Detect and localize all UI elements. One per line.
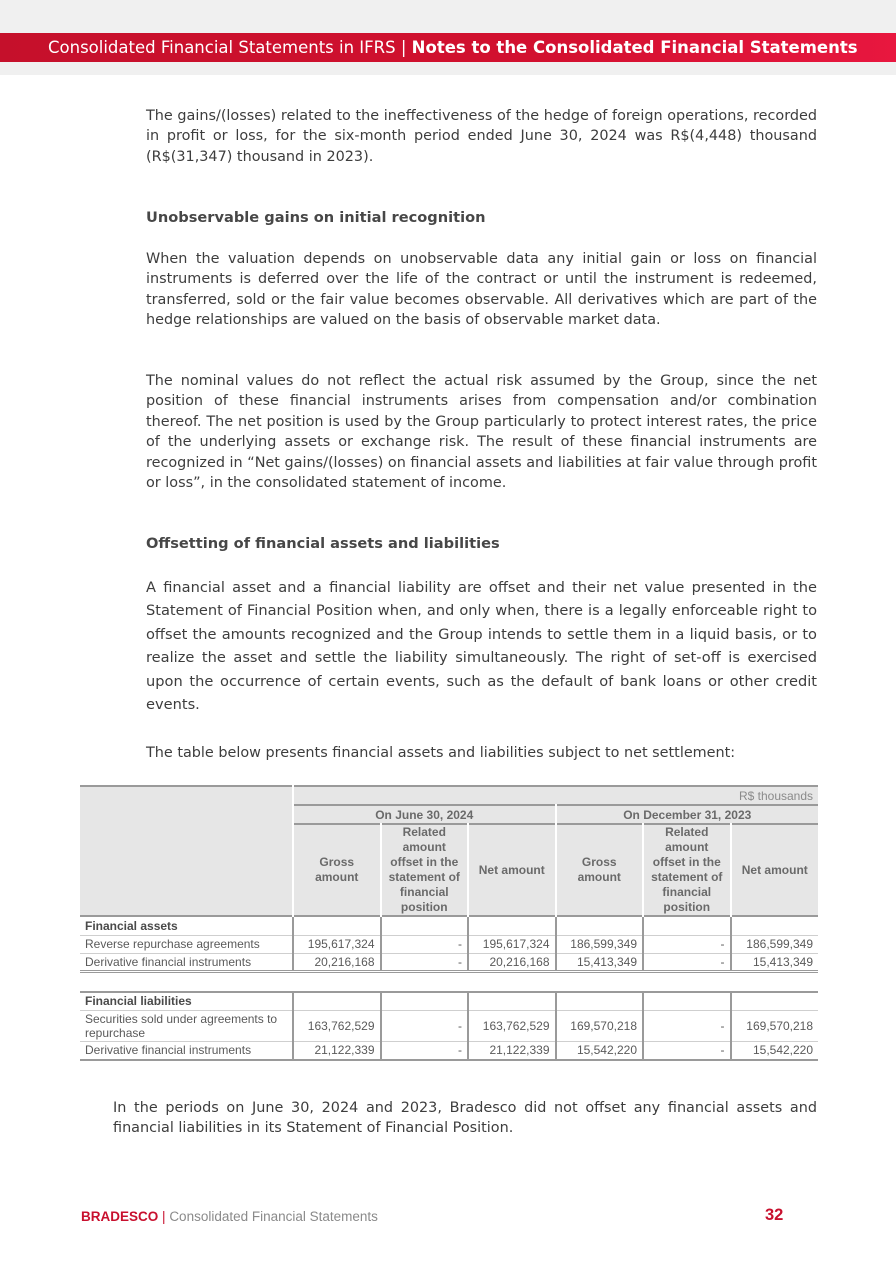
empty-cell (293, 916, 381, 935)
empty-cell (468, 916, 556, 935)
header-left-text: Consolidated Financial Statements in IFRS (48, 38, 396, 57)
section-gap (80, 973, 818, 992)
empty-cell (643, 992, 731, 1011)
row-label: Derivative financial instruments (80, 953, 293, 971)
table-row (80, 1011, 818, 1042)
row-label: Reverse repurchase agreements (80, 935, 293, 953)
section-title-financial-assets: Financial assets (80, 916, 293, 935)
row-label: Derivative financial instruments (80, 1042, 293, 1060)
empty-cell (556, 916, 644, 935)
empty-cell (381, 992, 469, 1011)
table-row (80, 935, 818, 953)
paragraph-table-intro: The table below presents financial assets and liabilities subject to net settlement: (146, 745, 736, 761)
column-header: Gross amount (293, 824, 381, 916)
heading-unobservable-gains: Unobservable gains on initial recognition (146, 209, 486, 226)
empty-cell (731, 916, 819, 935)
cell-value: 169,570,218 (731, 1011, 819, 1042)
column-header: Net amount (731, 824, 819, 916)
cell-value: 15,413,349 (556, 953, 644, 971)
period-header-2024: On June 30, 2024 (293, 805, 556, 824)
empty-cell (556, 992, 644, 1011)
cell-value: - (643, 1011, 731, 1042)
paragraph-closing: In the periods on June 30, 2024 and 2023, Bradesco did not offset any financial assets and financial liabilities in its Statement of Financial Position. (113, 1100, 817, 1137)
column-header: Related amount offset in the statement of financial position (643, 824, 731, 916)
page-header-title (48, 33, 858, 62)
cell-value: 195,617,324 (293, 935, 381, 953)
page-number: 32 (765, 1206, 784, 1224)
paragraph-offsetting-body: A financial asset and a financial liability are offset and their net value presented in the Statement of Financial Position when, and only when, there is a legally enforceable right to offset the amounts recognized and the Group intends to settle them in a liquid basis, or to realize the asset and settle the liability simultaneously. The right of set-off is exercised upon the occurrence of certain events, such as the default of bank loans or other credit events. (146, 579, 817, 714)
cell-value: - (381, 1042, 469, 1060)
cell-value: - (643, 1042, 731, 1060)
footer-text: Consolidated Financial Statements (169, 1209, 378, 1224)
cell-value: - (381, 953, 469, 971)
cell-value: 21,122,339 (468, 1042, 556, 1060)
cell-value: 169,570,218 (556, 1011, 644, 1042)
cell-value: 186,599,349 (731, 935, 819, 953)
table-row (80, 1042, 818, 1060)
paragraph-hedge-ineffectiveness: The gains/(losses) related to the ineffectiveness of the hedge of foreign operations, recorded in profit or loss, for the six-month period ended June 30, 2024 was R$(4,448) thousand (R$(31,347) thousand in 2023). (146, 108, 817, 165)
cell-value: 163,762,529 (293, 1011, 381, 1042)
under-header-strip (0, 62, 896, 75)
table-row (80, 953, 818, 971)
cell-value: - (643, 935, 731, 953)
cell-value: 15,413,349 (731, 953, 819, 971)
header-separator: | (400, 38, 407, 57)
top-strip (0, 0, 896, 33)
table-bottom-rule (80, 1060, 818, 1061)
cell-value: 20,216,168 (468, 953, 556, 971)
cell-value: 15,542,220 (731, 1042, 819, 1060)
column-header: Gross amount (556, 824, 644, 916)
empty-cell (381, 916, 469, 935)
empty-cell (293, 992, 381, 1011)
cell-value: - (643, 953, 731, 971)
cell-value: 195,617,324 (468, 935, 556, 953)
paragraph-unobservable-body: When the valuation depends on unobservable data any initial gain or loss on financial instruments is deferred over the life of the contract or until the instrument is redeemed, transferred, sold or the fair value becomes observable. All derivatives which are part of the hedge relationships are valued on the basis of observable market data. (146, 251, 817, 329)
heading-offsetting: Offsetting of financial assets and liabilities (146, 535, 500, 552)
table-corner-cell (80, 786, 293, 916)
section-title-financial-liabilities: Financial liabilities (80, 992, 293, 1011)
paragraph-nominal-values: The nominal values do not reflect the actual risk assumed by the Group, since the net position of these financial instruments arises from compensation and/or combination thereof. The net position is used by the Group particularly to protect interest rates, the price of the underlying assets or exchange risk. The result of these financial instruments are recognized in “Net gains/(losses) on financial assets and liabilities at fair value through profit or loss”, in the consolidated statement of income. (146, 373, 818, 492)
cell-value: - (381, 935, 469, 953)
header-right-text: Notes to the Consolidated Financial Statements (411, 38, 858, 57)
table-unit: R$ thousands (293, 786, 818, 805)
empty-cell (643, 916, 731, 935)
column-header: Related amount offset in the statement of financial position (381, 824, 469, 916)
column-header: Net amount (468, 824, 556, 916)
footer-brand: BRADESCO (81, 1209, 159, 1224)
row-label: Securities sold under agreements to repurchase (80, 1011, 293, 1042)
empty-cell (731, 992, 819, 1011)
cell-value: - (381, 1011, 469, 1042)
cell-value: 163,762,529 (468, 1011, 556, 1042)
page-footer (81, 1209, 378, 1224)
cell-value: 186,599,349 (556, 935, 644, 953)
period-header-2023: On December 31, 2023 (556, 805, 819, 824)
cell-value: 21,122,339 (293, 1042, 381, 1060)
page-header-band (0, 33, 896, 62)
cell-value: 20,216,168 (293, 953, 381, 971)
offsetting-table (80, 785, 818, 1061)
cell-value: 15,542,220 (556, 1042, 644, 1060)
footer-separator: | (162, 1209, 166, 1224)
empty-cell (468, 992, 556, 1011)
